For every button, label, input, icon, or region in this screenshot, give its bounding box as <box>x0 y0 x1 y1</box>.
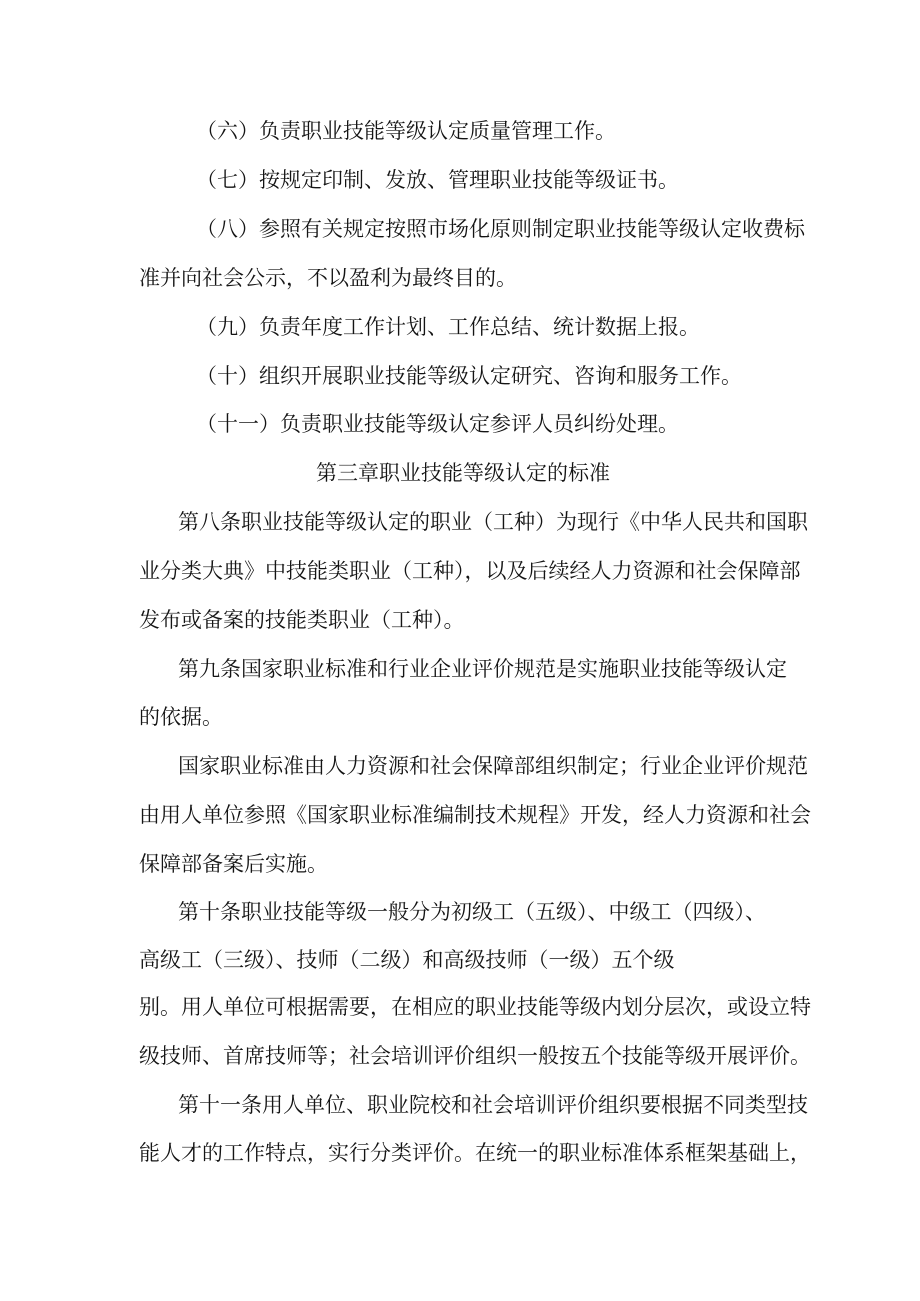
list-item-8: （八）参照有关规定按照市场化原则制定职业技能等级认定收费标 <box>196 217 805 241</box>
standard-paragraph-line-2: 由用人单位参照《国家职业标准编制技术规程》开发，经人力资源和社会 <box>139 803 811 827</box>
list-item-11: （十一）负责职业技能等级认定参评人员纠纷处理。 <box>196 412 679 436</box>
article-8-line-1: 第八条职业技能等级认定的职业（工种）为现行《中华人民共和国职 <box>178 510 808 534</box>
article-10-line-3: 别。用人单位可根据需要，在相应的职业技能等级内划分层次，或设立特 <box>139 995 811 1019</box>
article-11-line-1: 第十一条用人单位、职业院校和社会培训评价组织要根据不同类型技 <box>178 1093 808 1117</box>
article-8-line-2: 业分类大典》中技能类职业（工种），以及后续经人力资源和社会保障部 <box>139 559 801 583</box>
chapter-heading: 第三章职业技能等级认定的标准 <box>316 461 610 485</box>
article-11-line-2: 能人才的工作特点，实行分类评价。在统一的职业标准体系框架基础上， <box>139 1141 811 1165</box>
standard-paragraph-line-3: 保障部备案后实施。 <box>139 852 328 876</box>
list-item-8-cont: 准并向社会公示，不以盈利为最终目的。 <box>139 266 517 290</box>
article-10-line-1: 第十条职业技能等级一般分为初级工（五级）、中级工（四级）、 <box>178 900 766 924</box>
list-item-10: （十）组织开展职业技能等级认定研究、咨询和服务工作。 <box>196 364 742 388</box>
article-9-line-2: 的依据。 <box>139 705 223 729</box>
list-item-9: （九）负责年度工作计划、工作总结、统计数据上报。 <box>196 315 700 339</box>
list-item-6: （六）负责职业技能等级认定质量管理工作。 <box>196 119 616 143</box>
article-10-line-2: 高级工（三级）、技师（二级）和高级技师（一级）五个级 <box>139 948 675 972</box>
article-9-line-1: 第九条国家职业标准和行业企业评价规范是实施职业技能等级认定 <box>178 657 787 681</box>
list-item-7: （七）按规定印制、发放、管理职业技能等级证书。 <box>196 168 679 192</box>
article-8-line-3: 发布或备案的技能类职业（工种）。 <box>139 608 465 632</box>
standard-paragraph-line-1: 国家职业标准由人力资源和社会保障部组织制定；行业企业评价规范 <box>178 754 808 778</box>
article-10-line-4: 级技师、首席技师等；社会培训评价组织一般按五个技能等级开展评价。 <box>139 1044 811 1068</box>
